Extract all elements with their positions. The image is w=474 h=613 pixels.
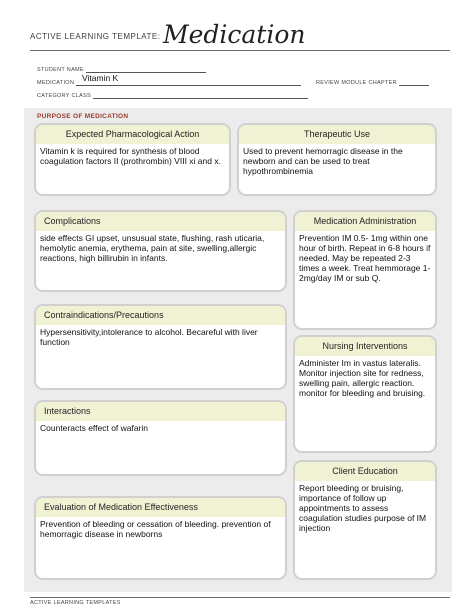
administration-title: Medication Administration: [295, 212, 435, 231]
header-divider: [30, 50, 450, 51]
student-name-field[interactable]: [37, 66, 206, 73]
review-module-label: REVIEW MODULE CHAPTER: [316, 80, 397, 86]
complications-text[interactable]: side effects GI upset, unsusual state, flushing, rash uticaria, hemolytic anemia, erythema, pain at site, swelling,allergic reactions, high billirubin in infants.: [40, 233, 265, 263]
expected-action-title: Expected Pharmacological Action: [36, 125, 229, 144]
client-education-title: Client Education: [295, 462, 435, 481]
administration-box: [293, 210, 437, 330]
therapeutic-use-box: [237, 123, 437, 196]
medication-value: Vitamin K: [82, 73, 119, 83]
evaluation-title: Evaluation of Medication Effectiveness: [36, 498, 285, 517]
evaluation-text[interactable]: Prevention of bleeding or cessation of bleeding. prevention of hemorragic disease in newborns: [40, 519, 271, 539]
administration-text[interactable]: Prevention IM 0.5- 1mg within one hour of birth. Repeat in 6-8 hours if needed. May be repeated 2-3 times a week. Treat hemmorage 1-2mg/day IM or sub Q.: [299, 233, 431, 283]
footer-label: ACTIVE LEARNING TEMPLATES: [30, 600, 121, 606]
review-module-field[interactable]: [316, 79, 429, 86]
client-education-text[interactable]: Report bleeding or bruising, importance of follow up appointments to assess coagulation studies purpose of IM injection: [299, 483, 427, 533]
expected-action-box: [34, 123, 231, 196]
nursing-text[interactable]: Administer Im in vastus lateralis. Monitor injection site for redness, swelling pain, allergic reaction. monitor for bleeding and bruising.: [299, 358, 426, 398]
section-label: PURPOSE OF MEDICATION: [37, 113, 129, 120]
student-name-label: STUDENT NAME: [37, 67, 84, 73]
medication-label: MEDICATION: [37, 80, 75, 86]
client-education-box: [293, 460, 437, 580]
nursing-box: [293, 335, 437, 453]
contraindications-title: Contraindications/Precautions: [36, 306, 285, 325]
therapeutic-use-text[interactable]: Used to prevent hemorragic disease in the newborn and can be used to treat hypothrombinemia: [243, 146, 403, 176]
interactions-title: Interactions: [36, 402, 285, 421]
contraindications-text[interactable]: Hypersensitivity,intolerance to alcohol. Becareful with liver function: [40, 327, 258, 347]
category-class-label: CATEGORY CLASS: [37, 93, 92, 99]
category-class-field[interactable]: [37, 92, 308, 99]
medication-field[interactable]: [37, 79, 301, 86]
evaluation-box: [34, 496, 287, 580]
review-module-line[interactable]: [399, 79, 429, 86]
template-header: [30, 20, 450, 50]
page-title: Medication: [163, 20, 306, 49]
complications-box: [34, 210, 287, 292]
interactions-text[interactable]: Counteracts effect of wafarin: [40, 423, 149, 433]
student-name-line[interactable]: [86, 66, 206, 73]
therapeutic-use-title: Therapeutic Use: [239, 125, 435, 144]
contraindications-box: [34, 304, 287, 390]
footer-divider: [30, 597, 450, 598]
complications-title: Complications: [36, 212, 285, 231]
expected-action-text[interactable]: Vitamin k is required for synthesis of blood coagulation factors II (prothrombin) VIII xi and x.: [40, 146, 221, 166]
nursing-title: Nursing Interventions: [295, 337, 435, 356]
template-prefix: ACTIVE LEARNING TEMPLATE:: [30, 32, 161, 41]
category-class-line[interactable]: [93, 92, 308, 99]
interactions-box: [34, 400, 287, 476]
